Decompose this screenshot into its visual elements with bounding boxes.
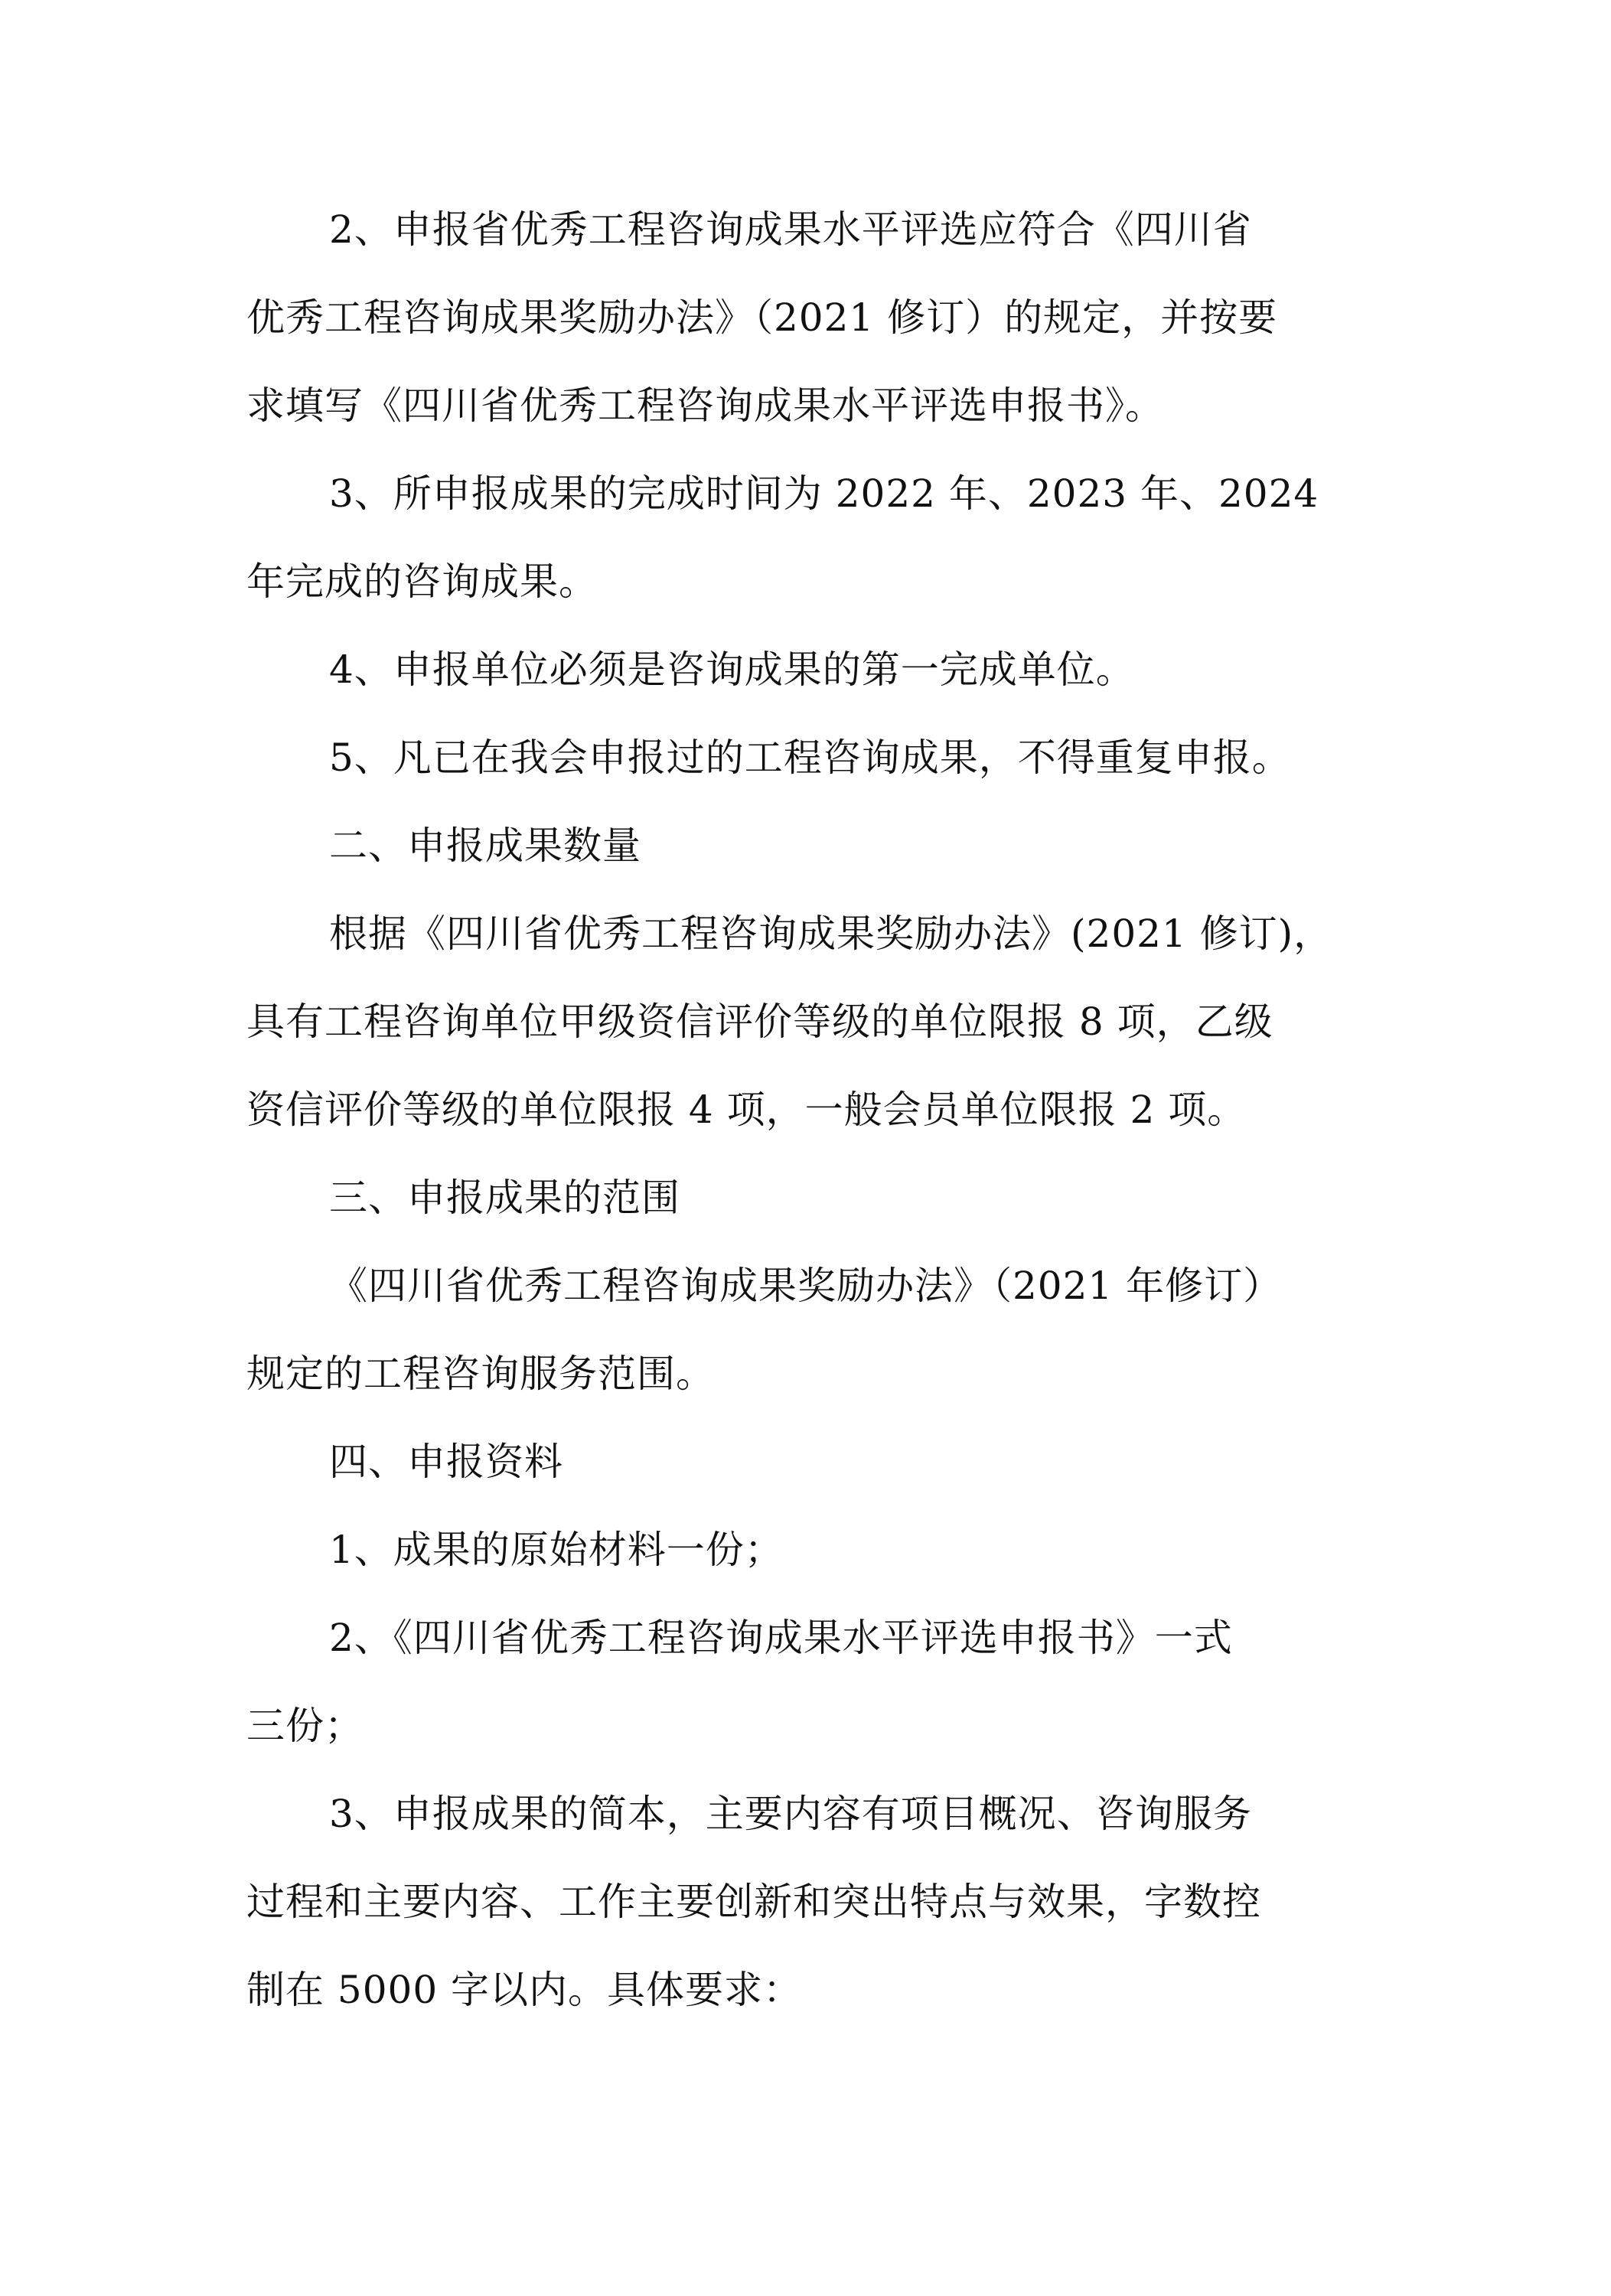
paragraph-line: 求填写《四川省优秀工程咨询成果水平评选申报书》。 xyxy=(246,383,1164,428)
paragraph-line: 过程和主要内容、工作主要创新和突出特点与效果，字数控 xyxy=(246,1880,1261,1924)
paragraph-line: 制在 5000 字以内。具体要求： xyxy=(246,1968,803,2012)
paragraph-line: 3、所申报成果的完成时间为 2022 年、2023 年、2024 xyxy=(329,471,1319,516)
paragraph-line: 4、申报单位必须是咨询成果的第一完成单位。 xyxy=(329,647,1135,692)
paragraph-line: 2、《四川省优秀工程咨询成果水平评选申报书》一式 xyxy=(329,1616,1233,1660)
paragraph-line: 1、成果的原始材料一份； xyxy=(329,1528,784,1572)
paragraph-line: 规定的工程咨询服务范围。 xyxy=(246,1352,715,1396)
paragraph-line: 5、凡已在我会申报过的工程咨询成果，不得重复申报。 xyxy=(329,735,1291,780)
section-heading: 四、申报资料 xyxy=(329,1440,563,1484)
paragraph-line: 根据《四川省优秀工程咨询成果奖励办法》(2021 修订)， xyxy=(329,912,1333,956)
paragraph-line: 三份； xyxy=(246,1704,364,1748)
paragraph-line: 2、申报省优秀工程咨询成果水平评选应符合《四川省 xyxy=(329,207,1252,252)
paragraph-line: 3、申报成果的简本，主要内容有项目概况、咨询服务 xyxy=(329,1792,1252,1836)
paragraph-line: 资信评价等级的单位限报 4 项，一般会员单位限报 2 项。 xyxy=(246,1088,1247,1132)
paragraph-line: 优秀工程咨询成果奖励办法》（2021 修订）的规定，并按要 xyxy=(246,295,1278,340)
paragraph-line: 年完成的咨询成果。 xyxy=(246,559,598,604)
section-heading: 三、申报成果的范围 xyxy=(329,1176,680,1220)
paragraph-line: 《四川省优秀工程咨询成果奖励办法》（2021 年修订） xyxy=(329,1264,1283,1308)
paragraph-line: 具有工程咨询单位甲级资信评价等级的单位限报 8 项，乙级 xyxy=(246,1000,1273,1044)
section-heading: 二、申报成果数量 xyxy=(329,823,641,868)
